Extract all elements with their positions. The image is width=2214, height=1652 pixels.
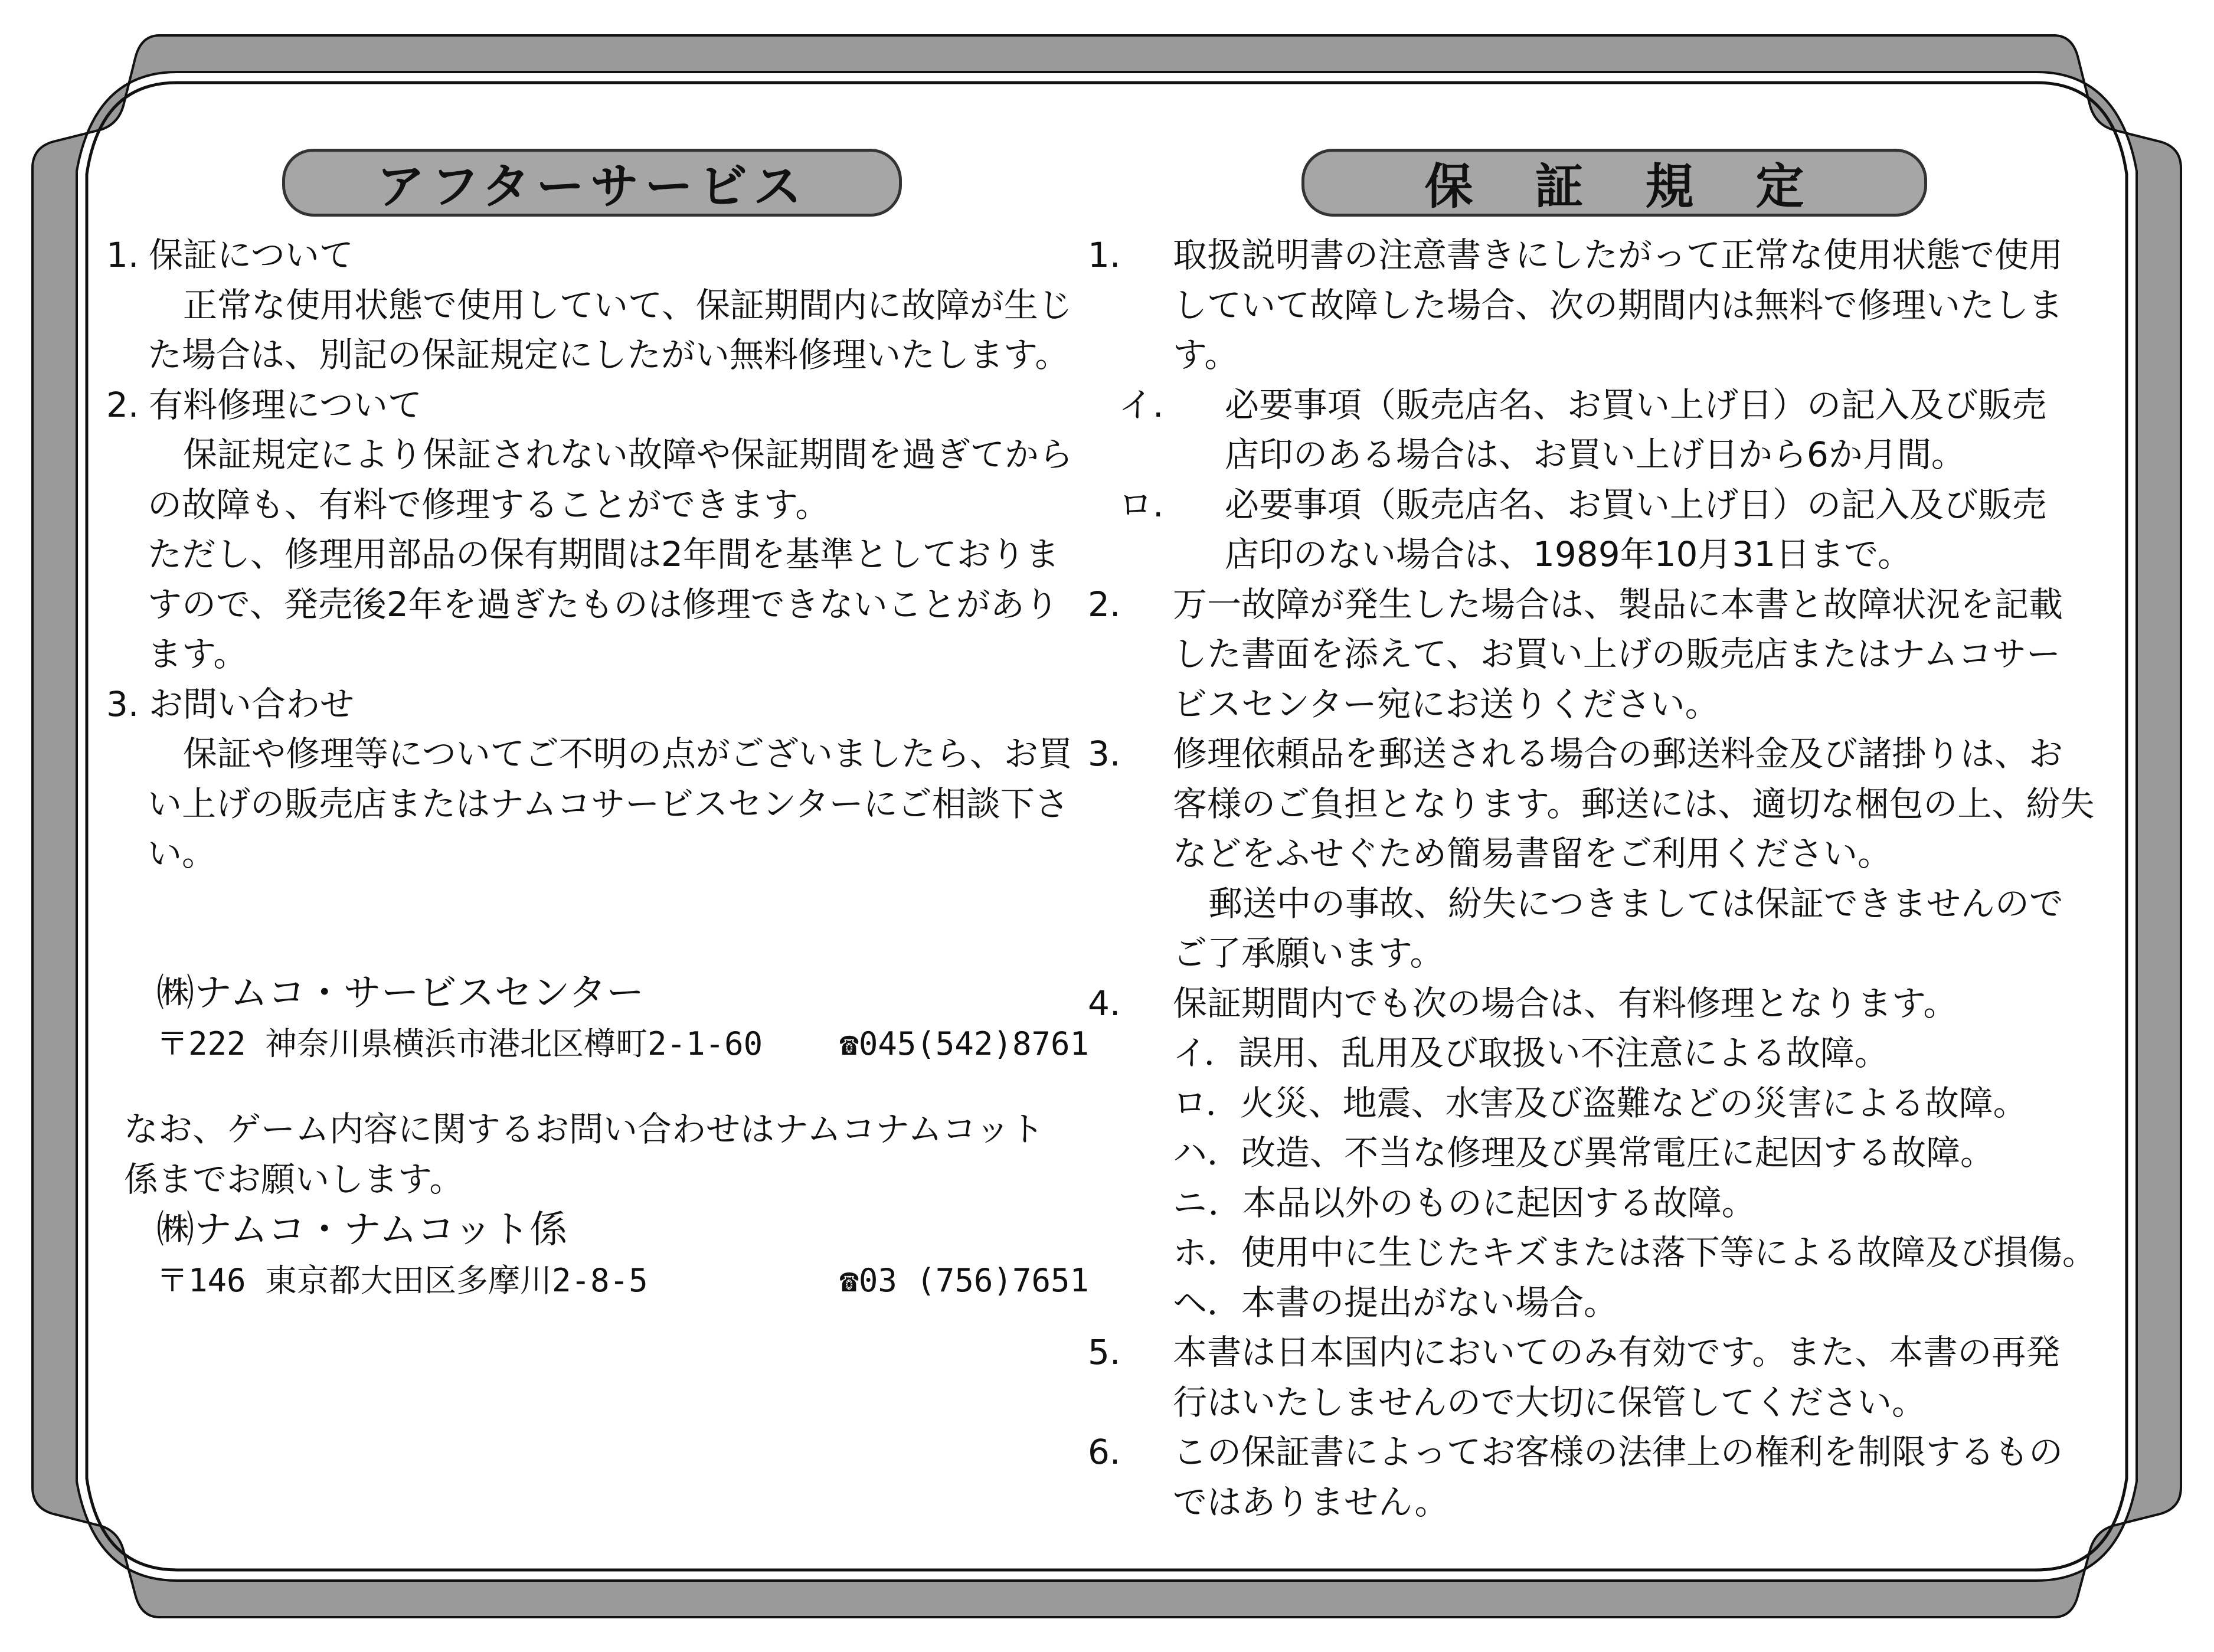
section-warranty [106,230,1098,380]
section-paid-repair [106,380,1098,679]
warranty-subitem: ホ．使用中に生じたキズまたは落下等による故障及び損傷。 [1173,1232,2097,1272]
namcot-contact [106,1204,1098,1306]
warranty-header [1301,149,1927,217]
phone-number: ☎045(542)8761 [839,1025,1089,1062]
section-inquiries [106,679,1098,879]
after-service-header [282,149,902,217]
postal-address: 〒222 神奈川県横浜市港北区樽町2-1-60 [156,1025,763,1062]
service-center-contact [106,967,1098,1069]
warranty-subitem: ハ．改造、不当な修理及び異常電圧に起因する故障。 [1173,1133,1995,1173]
section-heading: 3. お問い合わせ [106,683,355,724]
section-text: 保証規定により保証されない故障や保証期間を過ぎてから の故障も、有料で修理することができます。 [148,434,1074,525]
warranty-item-5: 5. 本書は日本国内においてのみ有効です。また、本書の再発 行はいたしませんので大切に保管してください。 [1088,1332,2061,1422]
postal-address: 〒146 東京都大田区多摩川2-8-5 [156,1262,648,1299]
section-text: 保証や修理等についてご不明の点がございましたら、お買 い上げの販売店またはナムコサービスセンターにご相談下さい。 [148,734,1072,874]
after-service-title: アフターサービス [376,159,808,215]
warranty-subitem: ヘ．本書の提出がない場合。 [1173,1282,1618,1323]
after-service-column [106,230,1098,1306]
warranty-terms-column [1088,230,2098,1527]
warranty-item-2: 2. 万一故障が発生した場合は、製品に本書と故障状況を記載 した書面を添えて、お買い上げの販売店またはナムコサー ビスセンター宛にお送りください。 [1088,584,2063,724]
phone-number: ☎03 (756)7651 [839,1262,1089,1299]
address-line [106,1256,1089,1306]
company-name: ㈱ナムコ・ナムコット係 [156,1208,568,1252]
warranty-item-3: 3. 修理依頼品を郵送される場合の郵送料金及び諸掛りは、お 客様のご負担となります。郵送には、適切な梱包の上、紛失 などをふせぐため簡易書留をご利用ください。 [1088,734,2095,874]
company-name: ㈱ナムコ・サービスセンター [156,971,645,1015]
section-heading: 2. 有料修理について [106,384,422,425]
section-text: 正常な使用状態で使用していて、保証期間内に故障が生じ た場合は、別記の保証規定にしたがい無料修理いたします。 [148,284,1072,375]
game-inquiry-note: なお、ゲーム内容に関するお問い合わせはナムコナムコット 係までお願いします。 [124,1109,1045,1199]
warranty-subitem: イ. 必要事項（販売店名、お買い上げ日）の記入及び販売 店印のある場合は、お買い上げ日から6か月間。 [1119,384,2047,475]
section-text: ただし、修理用部品の保有期間は2年間を基準としておりま すので、発売後2年を過ぎたものは修理できないことがあり ます。 [148,534,1059,674]
warranty-item-1: 1. 取扱説明書の注意書きにしたがって正常な使用状態で使用 していて故障した場合、次の期間内は無料で修理いたしま す。 [1088,235,2063,375]
warranty-subitem: イ．誤用、乱用及び取扱い不注意による故障。 [1173,1033,1889,1073]
section-heading: 1. 保証について [106,235,354,275]
warranty-item-6: 6. この保証書によってお客様の法律上の権利を制限するもの ではありません。 [1088,1432,2063,1522]
warranty-item-4: 4. 保証期間内でも次の場合は、有料修理となります。 [1088,983,1958,1023]
warranty-item-3-note: 郵送中の事故、紛失につきましては保証できませんので ご了承願います。 [1173,883,2063,973]
warranty-subitem: ニ．本品以外のものに起因する故障。 [1173,1182,1756,1223]
warranty-subitem: ロ．火災、地震、水害及び盗難などの災害による故障。 [1173,1082,2027,1123]
warranty-title: 保証規定 [1424,159,1866,215]
address-line [106,1019,1089,1069]
warranty-subitem: ロ. 必要事項（販売店名、お買い上げ日）の記入及び販売 店印のない場合は、1989年10月31日まで。 [1119,484,2047,574]
